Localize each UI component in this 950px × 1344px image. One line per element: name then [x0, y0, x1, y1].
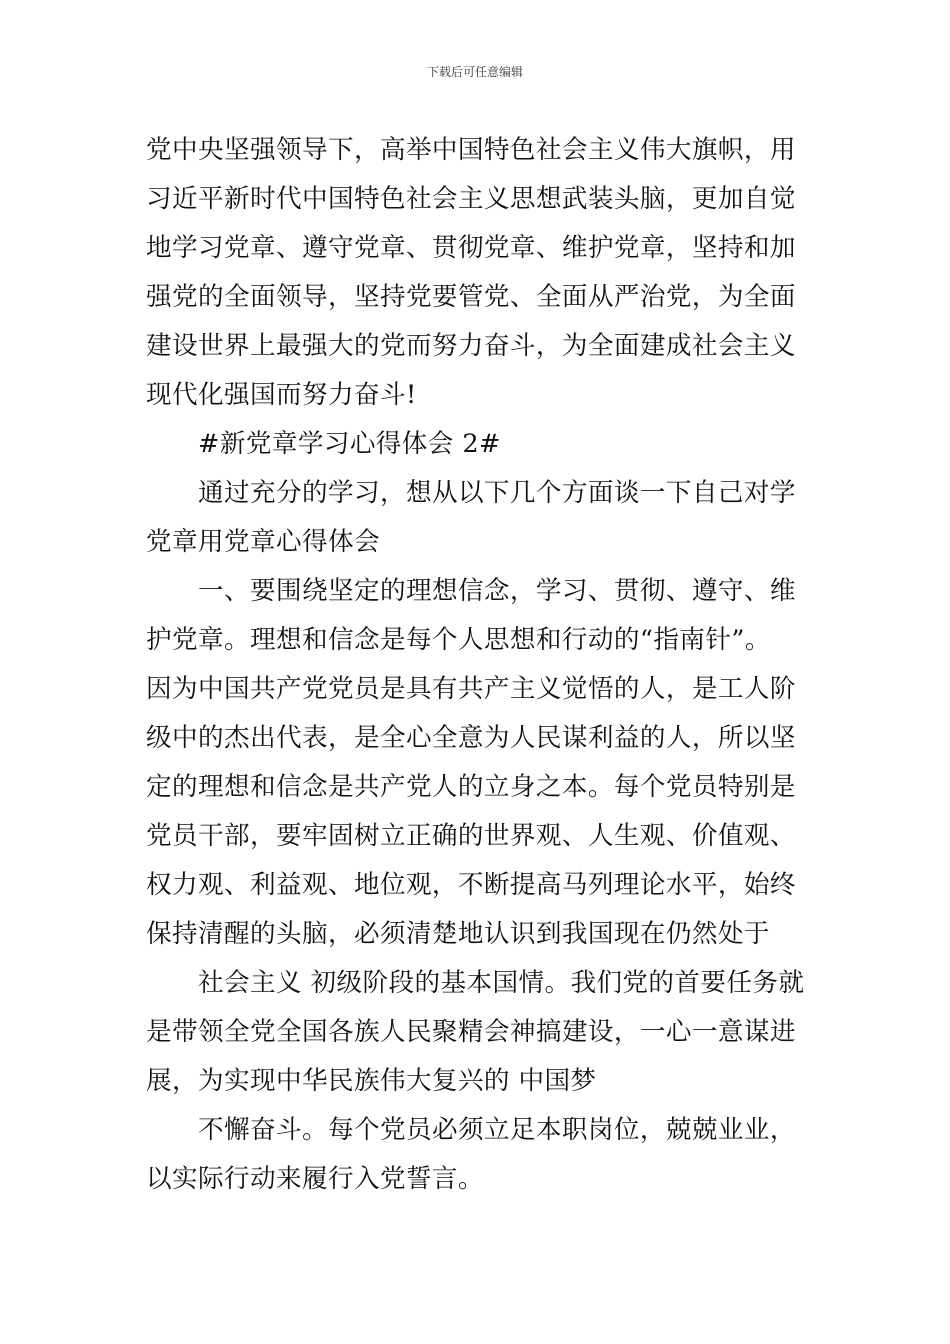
section-heading — [146, 420, 806, 469]
text-line: 强党的全面领导，坚持党要管党、全面从严治党，为全面 — [146, 282, 796, 312]
text-line: 现代化强国而努力奋斗! — [146, 380, 417, 410]
text-line: #新党章学习心得体会 2# — [198, 429, 501, 459]
paragraph-1 — [146, 126, 806, 420]
text-line: 地学习党章、遵守党章、贯彻党章、维护党章，坚持和加 — [146, 233, 796, 263]
text-line: 权力观、利益观、地位观，不断提高马列理论水平，始终 — [146, 870, 796, 900]
paragraph-4 — [146, 959, 806, 1106]
document-body — [146, 126, 806, 1204]
paragraph-3 — [146, 567, 806, 959]
text-line: 建设世界上最强大的党而努力奋斗，为全面建成社会主义 — [146, 331, 796, 361]
text-line: 级中的杰出代表，是全心全意为人民谋利益的人，所以坚 — [146, 723, 796, 753]
text-line: 党章用党章心得体会 — [146, 527, 380, 557]
text-line: 通过充分的学习，想从以下几个方面谈一下自己对学 — [198, 478, 796, 508]
text-line: 因为中国共产党党员是具有共产主义觉悟的人，是工人阶 — [146, 674, 796, 704]
page-header: 下载后可任意编辑 — [426, 65, 523, 79]
text-line: 党员干部，要牢固树立正确的世界观、人生观、价值观、 — [146, 821, 796, 851]
text-line: 不懈奋斗。每个党员必须立足本职岗位，兢兢业业， — [198, 1115, 796, 1145]
text-line: 一、要围绕坚定的理想信念，学习、贯彻、遵守、维 — [198, 576, 796, 606]
text-line: 习近平新时代中国特色社会主义思想武装头脑，更加自觉 — [146, 184, 796, 214]
text-line: 定的理想和信念是共产党人的立身之本。每个党员特别是 — [146, 772, 796, 802]
paragraph-5 — [146, 1106, 806, 1204]
text-line: 护党章。理想和信念是每个人思想和行动的“指南针”。 — [146, 625, 771, 655]
text-line: 展，为实现中华民族伟大复兴的 中国梦 — [146, 1066, 597, 1096]
text-line: 保持清醒的头脑，必须清楚地认识到我国现在仍然处于 — [146, 919, 770, 949]
text-line: 以实际行动来履行入党誓言。 — [146, 1164, 484, 1194]
paragraph-2 — [146, 469, 806, 567]
text-line: 党中央坚强领导下，高举中国特色社会主义伟大旗帜，用 — [146, 135, 796, 165]
text-line: 是带领全党全国各族人民聚精会神搞建设，一心一意谋进 — [146, 1017, 796, 1047]
text-line: 社会主义 初级阶段的基本国情。我们党的首要任务就 — [198, 968, 805, 998]
